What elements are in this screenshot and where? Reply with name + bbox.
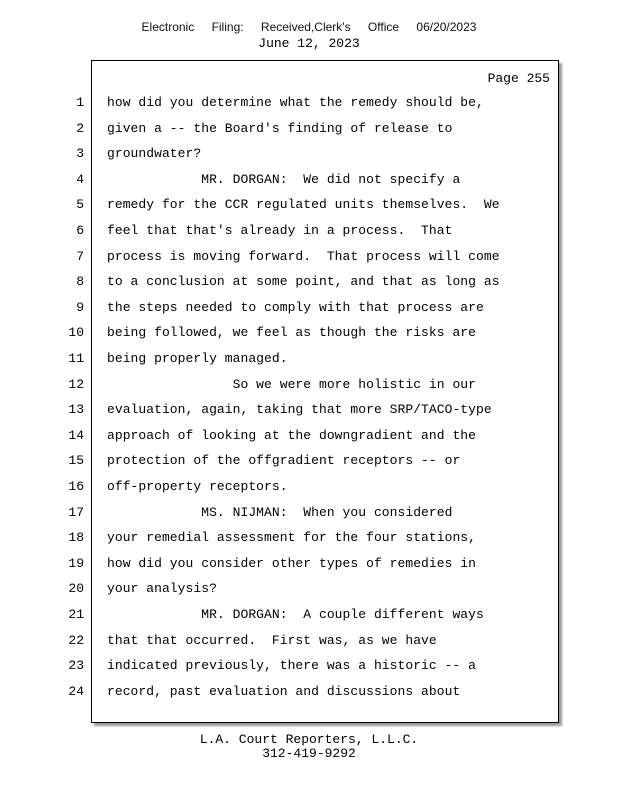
stamp-electronic: Electronic xyxy=(141,20,195,34)
line-text: MS. NIJMAN: When you considered xyxy=(107,505,453,520)
line-number: 23 xyxy=(68,658,84,673)
line-text: process is moving forward. That process will come xyxy=(107,249,500,264)
line-text: evaluation, again, taking that more SRP/TACO-type xyxy=(107,402,492,417)
line-text: feel that that's already in a process. That xyxy=(107,223,453,238)
line-text: groundwater? xyxy=(107,146,202,161)
line-number: 15 xyxy=(68,453,84,468)
line-number: 16 xyxy=(68,479,84,494)
line-text: off-property receptors. xyxy=(107,479,288,494)
line-number: 19 xyxy=(68,556,84,571)
stamp-date: 06/20/2023 xyxy=(416,20,477,34)
line-number: 24 xyxy=(68,684,84,699)
line-number: 11 xyxy=(68,351,84,366)
stamp-filing: Filing: xyxy=(211,20,244,34)
line-text: remedy for the CCR regulated units themselves. We xyxy=(107,197,500,212)
line-number: 3 xyxy=(76,146,84,161)
filing-stamp xyxy=(0,20,618,34)
line-text: that that occurred. First was, as we have xyxy=(107,633,437,648)
line-number: 5 xyxy=(76,197,84,212)
line-text: to a conclusion at some point, and that as long as xyxy=(107,274,500,289)
line-text: record, past evaluation and discussions about xyxy=(107,684,461,699)
line-number: 7 xyxy=(76,249,84,264)
line-number: 17 xyxy=(68,505,84,520)
transcript-date: June 12, 2023 xyxy=(258,36,360,51)
line-number: 4 xyxy=(76,172,84,187)
line-number: 10 xyxy=(68,325,84,340)
reporter-phone: 312-419-9292 xyxy=(262,746,356,761)
line-number: 12 xyxy=(68,377,84,392)
line-number: 22 xyxy=(68,633,84,648)
line-text: being properly managed. xyxy=(107,351,288,366)
line-number: 9 xyxy=(76,300,84,315)
line-text: how did you consider other types of remedies in xyxy=(107,556,477,571)
line-number: 1 xyxy=(76,95,84,110)
stamp-office: Office xyxy=(367,20,400,34)
line-text: the steps needed to comply with that process are xyxy=(107,300,484,315)
line-text: So we were more holistic in our xyxy=(107,377,477,392)
line-text: indicated previously, there was a historic -- a xyxy=(107,658,477,673)
line-text: MR. DORGAN: A couple different ways xyxy=(107,607,484,622)
line-text: your analysis? xyxy=(107,581,217,596)
line-text: given a -- the Board's finding of release to xyxy=(107,121,453,136)
line-number: 13 xyxy=(68,402,84,417)
line-text: protection of the offgradient receptors -- or xyxy=(107,453,461,468)
line-text: your remedial assessment for the four stations, xyxy=(107,530,477,545)
line-text: how did you determine what the remedy should be, xyxy=(107,95,484,110)
line-number: 20 xyxy=(68,581,84,596)
line-number: 18 xyxy=(68,530,84,545)
line-number: 2 xyxy=(76,121,84,136)
line-number: 14 xyxy=(68,428,84,443)
page-number: Page 255 xyxy=(487,71,550,86)
reporter-company: L.A. Court Reporters, L.L.C. xyxy=(199,732,419,747)
line-text: MR. DORGAN: We did not specify a xyxy=(107,172,461,187)
line-text: being followed, we feel as though the risks are xyxy=(107,325,477,340)
line-number: 21 xyxy=(68,607,84,622)
line-text: approach of looking at the downgradient and the xyxy=(107,428,477,443)
line-number: 8 xyxy=(76,274,84,289)
line-number: 6 xyxy=(76,223,84,238)
stamp-received: Received,Clerk's xyxy=(260,20,351,34)
